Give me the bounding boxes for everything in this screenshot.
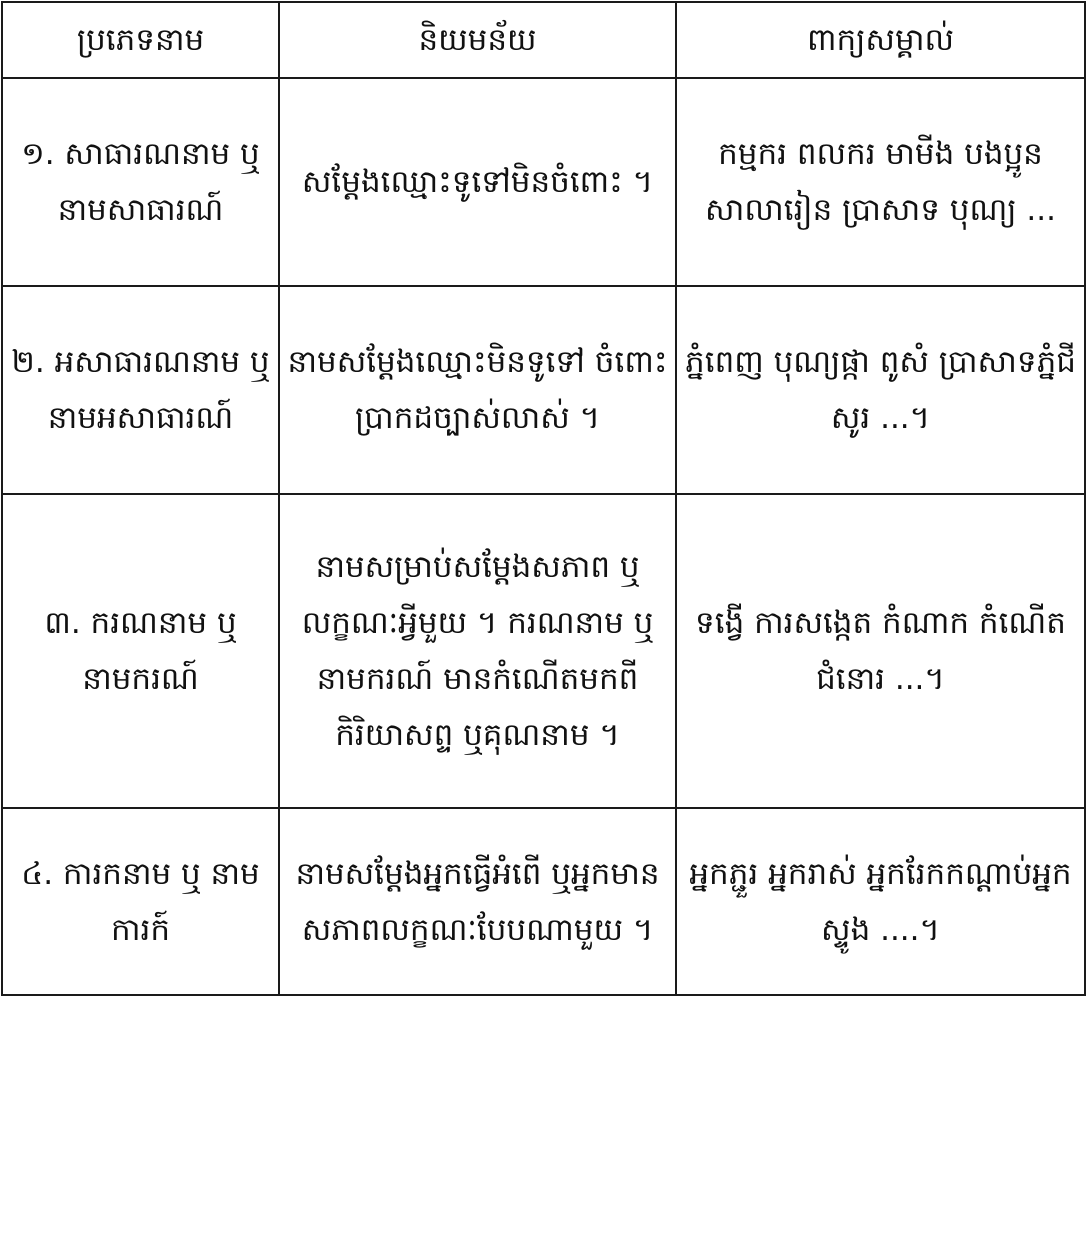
header-noun-type: ប្រភេទនាម: [2, 2, 279, 78]
examples-cell: កម្មករ ពលករ មាមីង បងប្អូន សាលារៀន ប្រាសាទ បុណ្យ ...: [676, 78, 1085, 286]
header-examples: ពាក្យសម្គាល់: [676, 2, 1085, 78]
examples-cell: ភ្នំពេញ បុណ្យផ្កា ពូសំ ប្រាសាទភ្នំជីសូរ ...។: [676, 286, 1085, 494]
noun-types-table-container: [1, 1, 1084, 996]
examples-cell: អ្នកភ្ជួរ អ្នករាស់ អ្នករែកកណ្ដាប់អ្នកស្ទូង ....។: [676, 808, 1085, 995]
table-row: [2, 78, 1085, 286]
table-row: [2, 286, 1085, 494]
noun-type-cell: ៣. ករណនាម ឬ នាមករណ៍: [2, 494, 279, 808]
noun-type-cell: ៤. ការកនាម ឬ នាមការក៍: [2, 808, 279, 995]
table-row: [2, 494, 1085, 808]
definition-cell: នាមសម្ដែងឈ្មោះមិនទូទៅ ចំពោះប្រាកដច្បាស់លាស់ ។: [279, 286, 676, 494]
noun-types-table: [1, 1, 1086, 996]
table-row: [2, 808, 1085, 995]
header-definition: និយមន័យ: [279, 2, 676, 78]
definition-cell: សម្ដែងឈ្មោះទូទៅមិនចំពោះ ។: [279, 78, 676, 286]
definition-cell: នាមសម្រាប់សម្ដែងសភាព ឬលក្ខណៈអ្វីមួយ ។ ករណនាម ឬនាមករណ៍ មានកំណើតមកពីកិរិយាសព្ទ ឬគុណនាម ។: [279, 494, 676, 808]
definition-cell: នាមសម្ដែងអ្នកធ្វើអំពើ ឬអ្នកមានសភាពលក្ខណៈបែបណាមួយ ។: [279, 808, 676, 995]
noun-type-cell: ១. សាធារណនាម ឬ នាមសាធារណ៍: [2, 78, 279, 286]
examples-cell: ទង្វើ ការសង្កេត កំណាក កំណើត ជំនោរ ...។: [676, 494, 1085, 808]
table-header-row: [2, 2, 1085, 78]
noun-type-cell: ២. អសាធារណនាម ឬ នាមអសាធារណ៍: [2, 286, 279, 494]
